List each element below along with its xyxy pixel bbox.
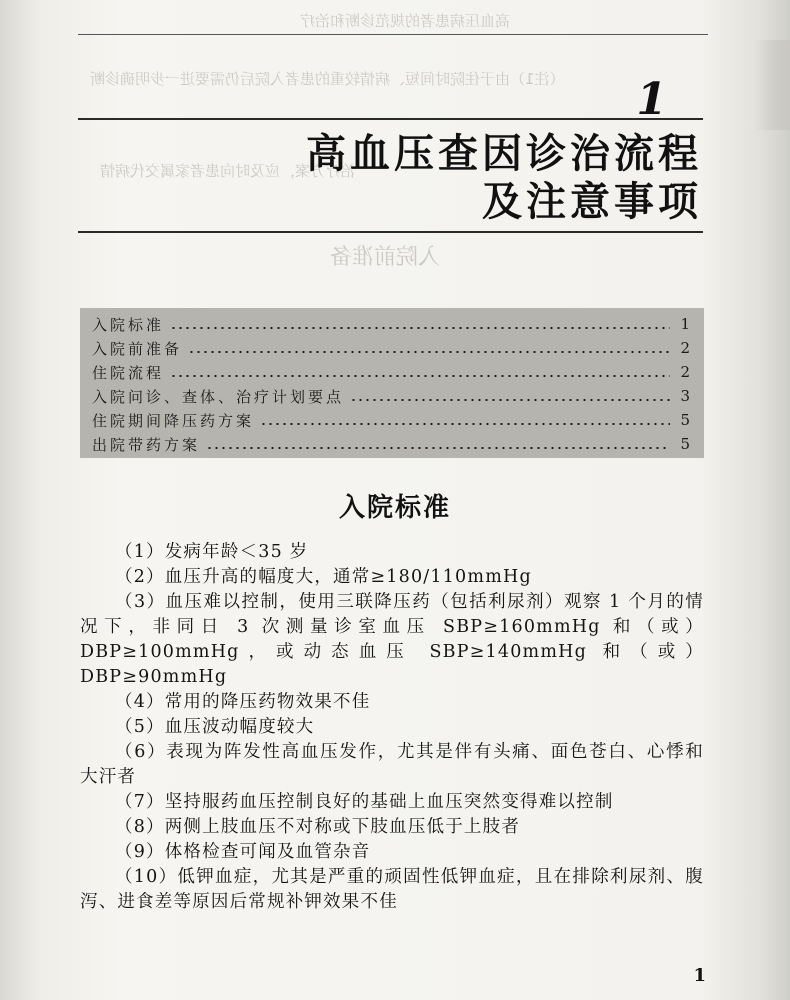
criteria-item: （5）血压波动幅度较大 bbox=[115, 717, 315, 737]
toc-entry-label: 入院前准备 bbox=[92, 339, 183, 358]
criteria-item: （10）低钾血症，尤其是严重的顽固性低钾血症，且在排除利尿剂、腹泻、进食差等原因后常规补钾效果不佳 bbox=[80, 867, 704, 912]
criteria-item: （2）血压升高的幅度大，通常≥180/110mmHg bbox=[115, 567, 532, 587]
page-edge-shadow bbox=[754, 40, 790, 130]
chapter-rule-bottom bbox=[78, 231, 703, 233]
toc-dot-leader bbox=[260, 423, 670, 425]
criteria-item: （6）表现为阵发性高血压发作，尤其是伴有头痛、面色苍白、心悸和大汗者 bbox=[80, 742, 704, 787]
toc-entry-label: 住院流程 bbox=[92, 363, 165, 382]
bleed-through-text: （注1）由于住院时间短、病情较重的患者入院后仍需要进一步明确诊断 bbox=[90, 70, 565, 88]
toc-entry bbox=[92, 312, 690, 336]
toc-entry-page: 5 bbox=[680, 411, 690, 429]
chapter-number: 1 bbox=[636, 74, 668, 125]
toc-dot-leader bbox=[206, 447, 670, 449]
toc-dot-leader bbox=[350, 399, 670, 401]
chapter-title-line: 高血压查因诊治流程 bbox=[306, 131, 702, 177]
toc-entry bbox=[92, 384, 690, 408]
criteria-item: （3）血压难以控制，使用三联降压药（包括利尿剂）观察 1 个月的情况下，非同日 3 次测量诊室血压 SBP≥160mmHg 和（或）DBP≥100mmHg，或动态血压 SBP≥140mmHg 和（或）DBP≥90mmHg bbox=[80, 592, 704, 687]
criteria-item: （8）两侧上肢血压不对称或下肢血压低于上肢者 bbox=[115, 817, 521, 837]
toc-dot-leader bbox=[170, 375, 670, 377]
section-body bbox=[80, 540, 704, 915]
toc-entry bbox=[92, 432, 690, 456]
toc-entry-label: 出院带药方案 bbox=[92, 435, 201, 454]
toc-entry-page: 5 bbox=[680, 435, 690, 453]
bleed-through-text: 入院前准备 bbox=[330, 245, 441, 270]
criteria-item: （4）常用的降压药物效果不佳 bbox=[115, 692, 371, 712]
toc-entry-label: 入院问诊、查体、治疗计划要点 bbox=[92, 387, 345, 406]
toc-entry-label: 入院标准 bbox=[92, 315, 165, 334]
criteria-item: （1）发病年龄＜35 岁 bbox=[115, 542, 309, 562]
criteria-item: （9）体格检查可闻及血管杂音 bbox=[115, 842, 371, 862]
chapter-rule-top bbox=[78, 118, 703, 120]
toc-entry-page: 2 bbox=[680, 363, 690, 381]
toc-entry-label: 住院期间降压药方案 bbox=[92, 411, 255, 430]
toc-dot-leader bbox=[170, 327, 670, 329]
toc-entry bbox=[92, 360, 690, 384]
toc-entry-page: 2 bbox=[680, 339, 690, 357]
toc-entry-page: 3 bbox=[680, 387, 690, 405]
toc-entry-page: 1 bbox=[680, 315, 690, 333]
bleed-through-text: 治疗方案，应及时向患者家属交代病情 bbox=[100, 162, 356, 180]
chapter-title bbox=[306, 130, 702, 226]
criteria-item: （7）坚持服药血压控制良好的基础上血压突然变得难以控制 bbox=[115, 792, 614, 812]
section-heading: 入院标准 bbox=[338, 493, 451, 523]
bleed-through-text: 高血压病患者的规范诊断和治疗 bbox=[300, 12, 511, 30]
toc-dot-leader bbox=[188, 351, 670, 353]
chapter-title-line: 及注意事项 bbox=[482, 179, 702, 225]
toc-entry bbox=[92, 408, 690, 432]
toc-entry bbox=[92, 336, 690, 360]
page-number: 1 bbox=[693, 965, 706, 986]
header-rule bbox=[78, 34, 708, 35]
table-of-contents bbox=[80, 308, 704, 458]
